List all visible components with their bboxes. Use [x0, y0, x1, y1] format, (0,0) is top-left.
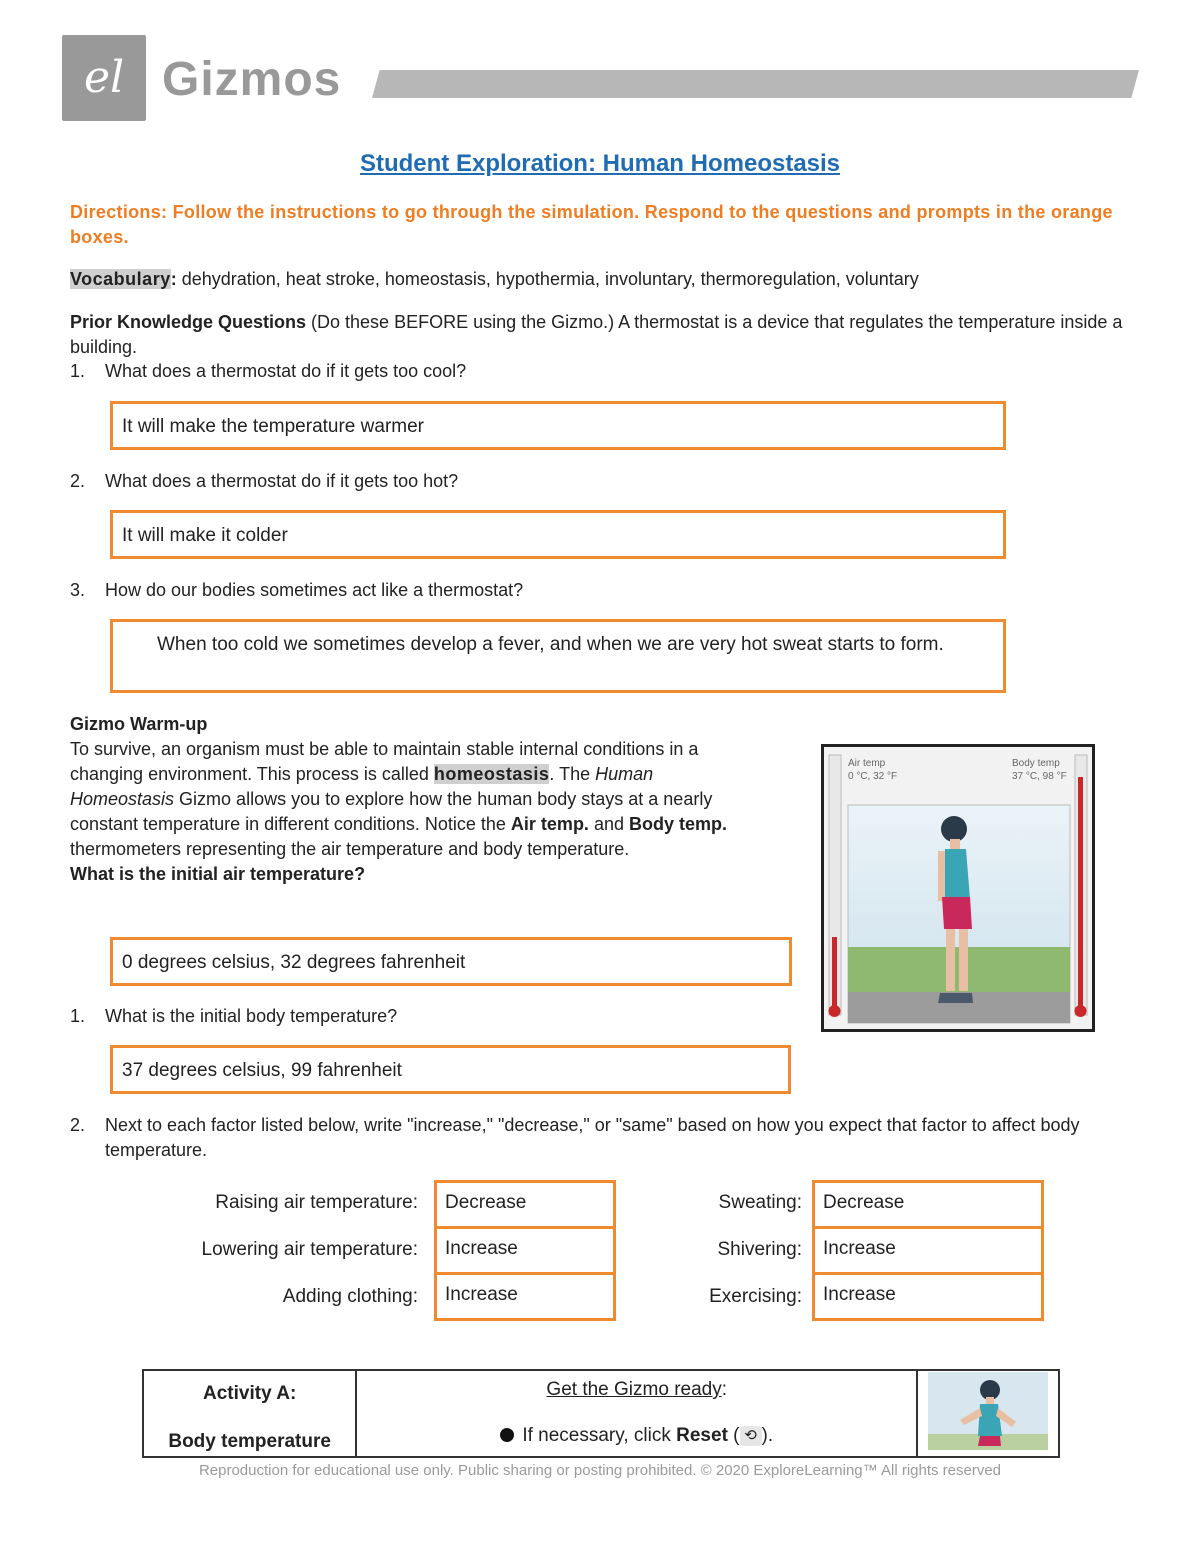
factor-answer-shivering[interactable]: Increase	[812, 1226, 1044, 1275]
factor-answer-exercising[interactable]: Increase	[812, 1272, 1044, 1321]
question-text: What does a thermostat do if it gets too hot?	[105, 471, 459, 491]
answer-box-air-temp[interactable]	[110, 937, 792, 986]
prior-heading: Prior Knowledge Questions	[70, 312, 307, 332]
get-ready-heading: Get the Gizmo ready	[546, 1379, 722, 1400]
air-temp-readout-label: Air temp	[848, 758, 886, 769]
answer-text: It will make it colder	[122, 525, 288, 546]
answer-box-2[interactable]	[110, 510, 1006, 559]
question-text: Next to each factor listed below, write "increase," "decrease," or "same" based on how you expect that factor to affect body temperature.	[105, 1115, 1080, 1160]
get-ready-colon: :	[721, 1379, 727, 1400]
reset-paren: ).	[761, 1425, 774, 1446]
answer-box-body-temp[interactable]	[110, 1045, 791, 1094]
body-temp-readout-value: 37 °C, 98 °F	[1012, 771, 1067, 782]
activity-image-cell	[917, 1370, 1059, 1457]
logo-text: Gizmos	[162, 53, 342, 106]
warmup-text: and	[588, 814, 629, 834]
header-bar	[372, 70, 1139, 98]
warmup-text: Gizmo allows you to explore how the human body stays at a nearly constant temperature in different conditions. Notice the	[70, 789, 713, 834]
factor-label: Shivering:	[717, 1239, 802, 1260]
warmup-text: thermometers representing the air temperature and body temperature.	[70, 839, 630, 859]
factor-label: Sweating:	[718, 1192, 802, 1213]
term-homeostasis: homeostasis	[433, 764, 550, 784]
gizmo-screenshot	[821, 744, 1095, 1032]
answer-box-1[interactable]	[110, 401, 1006, 450]
factor-answer-clothing[interactable]: Increase	[434, 1272, 616, 1321]
vocabulary-terms: dehydration, heat stroke, homeostasis, hypothermia, involuntary, thermoregulation, voluntary	[176, 269, 919, 289]
warmup-question-2	[70, 1113, 1130, 1163]
warmup-text: To survive, an organism must be able to maintain stable internal conditions in a changing environment. This process is called	[70, 739, 699, 784]
answer-text: It will make the temperature warmer	[122, 416, 424, 437]
factor-label: Adding clothing:	[282, 1286, 418, 1307]
prior-intro	[70, 310, 1130, 360]
answer-box-3[interactable]	[110, 619, 1006, 693]
answer-text: 37 degrees celsius, 99 fahrenheit	[122, 1060, 402, 1081]
vocabulary-label: Vocabulary	[70, 269, 171, 289]
question-text: What does a thermostat do if it gets too cool?	[105, 361, 467, 381]
factor-answer-lowering-air[interactable]: Increase	[434, 1226, 616, 1275]
directions: Directions: Follow the instructions to go through the simulation. Respond to the questions and prompts in the orange boxes.	[70, 202, 1113, 247]
prior-intro-text: (Do these BEFORE using the Gizmo.) A thermostat is a device that regulates the temperature inside a building.	[70, 312, 1123, 357]
gizmo-scene	[824, 747, 1092, 1029]
reset-instruction-text: If necessary, click	[522, 1425, 677, 1446]
runner-image	[928, 1372, 1048, 1450]
factor-label: Raising air temperature:	[215, 1192, 418, 1213]
question-text: What is the initial body temperature?	[105, 1006, 398, 1026]
reset-instruction	[358, 1423, 915, 1449]
factor-label: Lowering air temperature:	[201, 1239, 418, 1260]
vocabulary	[70, 267, 1140, 292]
activity-table	[142, 1369, 1060, 1458]
air-temp-label: Air temp.	[510, 814, 589, 834]
vocabulary-colon: :	[170, 269, 177, 289]
body-temp-readout-label: Body temp	[1012, 758, 1060, 769]
gizmo-name: Human Homeostasis	[70, 764, 654, 809]
reset-icon[interactable]: ⟲	[740, 1426, 762, 1446]
logo-glyph: el	[83, 52, 125, 103]
question-number: 1.	[70, 361, 86, 381]
activity-instructions	[356, 1370, 917, 1457]
footer: Reproduction for educational use only. Public sharing or posting prohibited. © 2020 ExploreLearning™ All rights reserved	[198, 1462, 1002, 1479]
prior-question-2	[70, 469, 1130, 494]
question-number: 2.	[70, 1115, 86, 1135]
page-title: Student Exploration: Human Homeostasis	[359, 150, 841, 177]
question-text: How do our bodies sometimes act like a thermostat?	[105, 580, 524, 600]
factor-answer-sweating[interactable]: Decrease	[812, 1180, 1044, 1229]
factor-label: Exercising:	[709, 1286, 802, 1307]
question-number: 1.	[70, 1006, 86, 1026]
warmup-text: . The	[549, 764, 596, 784]
activity-label: Activity A:	[203, 1383, 297, 1404]
factors-grid	[160, 1180, 1060, 1322]
activity-subtitle: Body temperature	[168, 1431, 331, 1452]
body-thermometer-fill	[1078, 777, 1083, 1009]
air-temp-readout-value: 0 °C, 32 °F	[848, 771, 898, 782]
answer-text: 0 degrees celsius, 32 degrees fahrenheit	[122, 952, 466, 973]
warmup-paragraph	[70, 737, 760, 862]
question-number: 3.	[70, 580, 86, 600]
factor-answer-raising-air[interactable]: Decrease	[434, 1180, 616, 1229]
reset-paren: (	[727, 1425, 740, 1446]
body-temp-label: Body temp.	[628, 814, 727, 834]
air-thermometer-fill	[832, 937, 837, 1007]
activity-label-cell	[143, 1370, 356, 1457]
answer-text: When too cold we sometimes develop a fever, and when we are very hot sweat starts to form.	[157, 634, 944, 655]
warmup-section	[70, 712, 760, 887]
question-number: 2.	[70, 471, 86, 491]
prior-question-1	[70, 359, 1130, 384]
reset-label: Reset	[676, 1425, 728, 1446]
warmup-heading: Gizmo Warm-up	[70, 714, 208, 734]
prior-question-3	[70, 578, 1130, 603]
warmup-question: What is the initial air temperature?	[70, 864, 366, 884]
bullet-icon	[500, 1428, 514, 1442]
warmup-question-1	[70, 1004, 770, 1029]
